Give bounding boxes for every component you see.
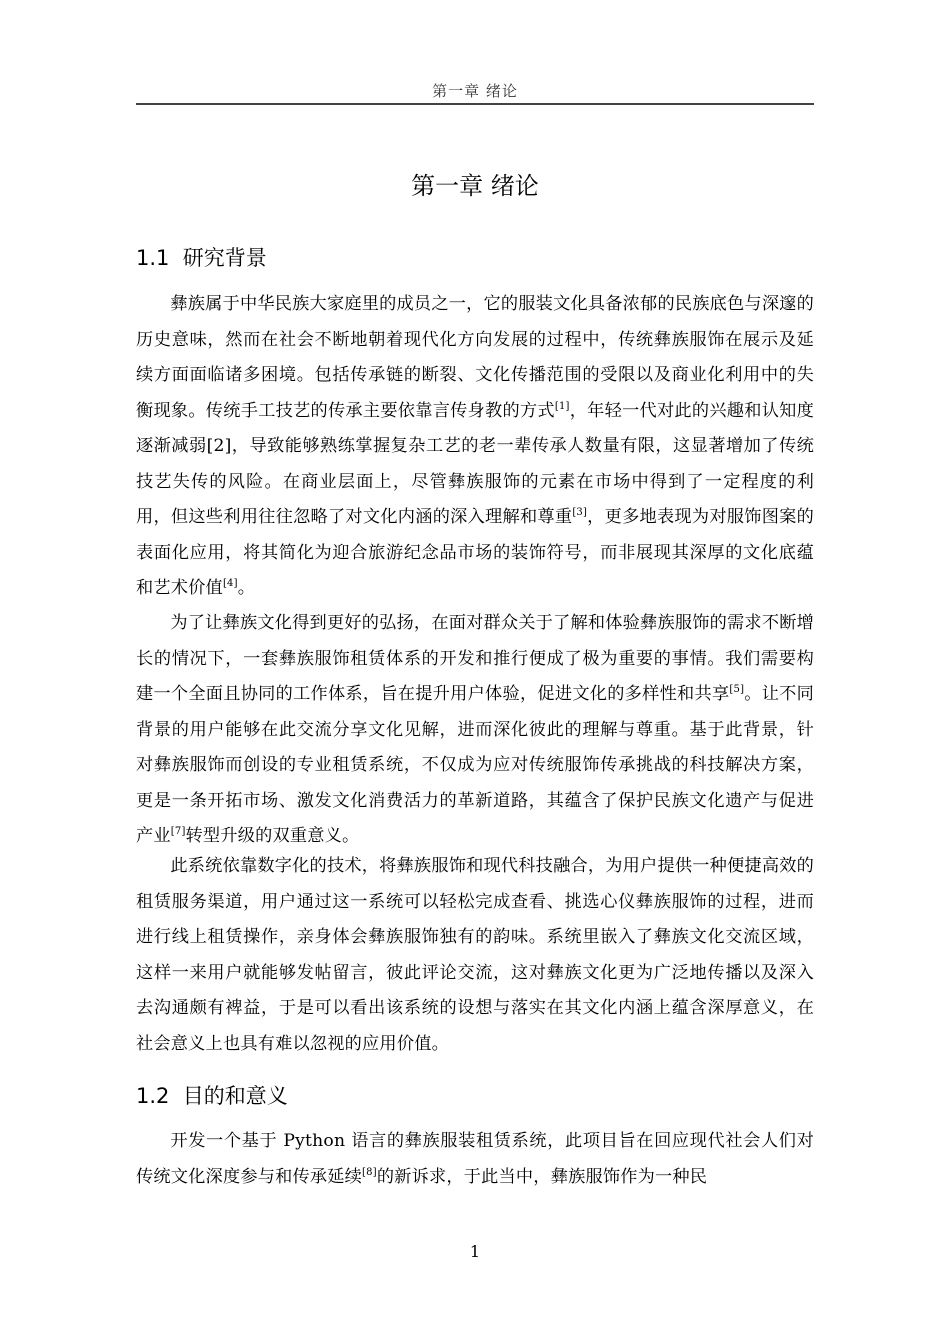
running-header: 第一章 绪论 bbox=[432, 82, 518, 100]
citation-marker: [1] bbox=[554, 400, 570, 412]
header-rule bbox=[136, 103, 814, 105]
section-title-text: 目的和意义 bbox=[182, 1084, 288, 1108]
section-number: 1.2 bbox=[136, 1084, 170, 1108]
section-number: 1.1 bbox=[136, 246, 170, 270]
chapter-title: 第一章 绪论 bbox=[411, 172, 539, 200]
paragraph: 为了让彝族文化得到更好的弘扬，在面对群众关于了解和体验彝族服饰的需求不断增长的情况下，一套彝族服饰租赁体系的开发和推行便成了极为重要的事情。我们需要构建一个全面且协同的工作体系，旨在提升用户体验，促进文化的多样性和共享[5]。让不同背景的用户能够在此交流分享文化见解，进而深化彼此的理解与尊重。基于此背景，针对彝族服饰而创设的专业租赁系统，不仅成为应对传统服饰传承挑战的科技解决方案，更是一条开拓市场、激发文化消费活力的革新道路，其蕴含了保护民族文化遗产与促进产业[7]转型升级的双重意义。 bbox=[136, 613, 814, 846]
citation-marker: [5] bbox=[729, 684, 745, 695]
section-title-text: 研究背景 bbox=[182, 246, 267, 270]
citation-marker: [4] bbox=[222, 578, 238, 589]
page-number: 1 bbox=[469, 1242, 481, 1261]
citation-marker: [3] bbox=[572, 507, 588, 518]
paragraph: 此系统依靠数字化的技术，将彝族服饰和现代科技融合，为用户提供一种便捷高效的租赁服务渠道，用户通过这一系统可以轻松完成查看、挑选心仪彝族服饰的过程，进而进行线上租赁操作，亲身体会彝族服饰独有的韵味。系统里嵌入了彝族文化交流区域，这样一来用户就能够发帖留言，彼此评论交流，这对彝族文化更为广泛地传播以及深入去沟通颇有裨益，于是可以看出该系统的设想与落实在其文化内涵上蕴含深厚意义，在社会意义上也具有难以忽视的应用价值。 bbox=[136, 856, 814, 1054]
paragraph: 彝族属于中华民族大家庭里的成员之一，它的服装文化具备浓郁的民族底色与深邃的历史意味，然而在社会不断地朝着现代化方向发展的过程中，传统彝族服饰在展示及延续方面面临诸多困境。包括传承链的断裂、文化传播范围的受限以及商业化利用中的失衡现象。传统手工技艺的传承主要依靠言传身教的方式[1]，年轻一代对此的兴趣和认知度逐渐减弱[2]，导致能够熟练掌握复杂工艺的老一辈传承人数量有限，这显著增加了传统技艺失传的风险。在商业层面上，尽管彝族服饰的元素在市场中得到了一定程度的利用，但这些利用往往忽略了对文化内涵的深入理解和尊重[3]，更多地表现为对服饰图案的表面化应用，将其简化为迎合旅游纪念品市场的装饰符号，而非展现其深厚的文化底蕴和艺术价值[4]。 bbox=[136, 294, 814, 598]
citation-marker: [8] bbox=[362, 1166, 377, 1178]
citation-marker: [7] bbox=[170, 826, 186, 837]
section-heading-1-2 bbox=[136, 1080, 288, 1110]
paragraph: 开发一个基于 Python 语言的彝族服装租赁系统，此项目旨在回应现代社会人们对传统文化深度参与和传承延续[8]的新诉求，于此当中，彝族服饰作为一种民 bbox=[136, 1131, 814, 1187]
section-heading-1-1 bbox=[136, 242, 267, 272]
